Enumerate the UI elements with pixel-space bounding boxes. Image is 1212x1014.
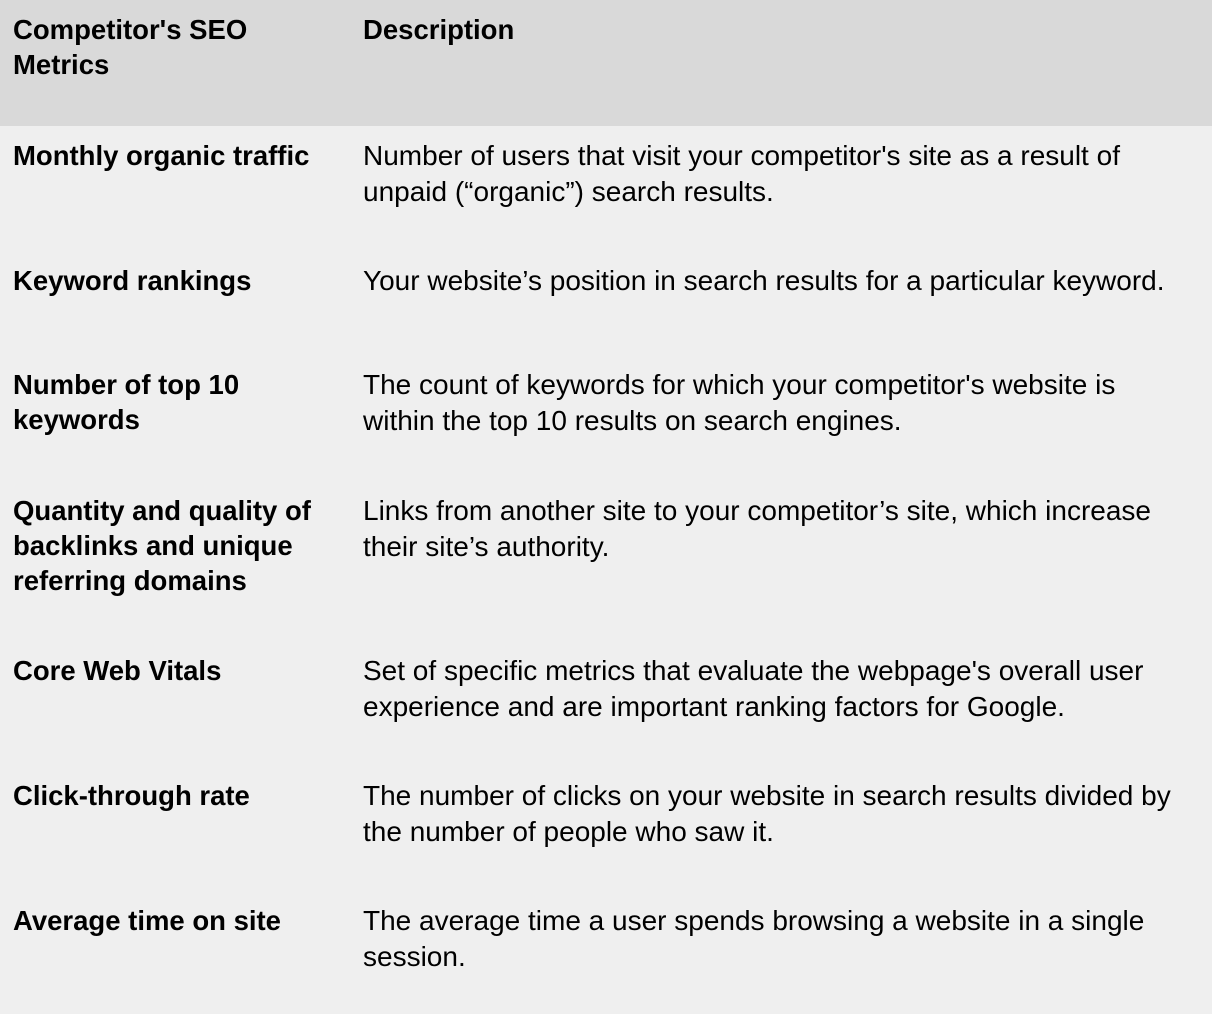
metric-cell: Core Web Vitals [13, 655, 222, 686]
metric-cell: Keyword rankings [13, 265, 252, 296]
table-header [0, 0, 1212, 126]
header-metric: Competitor's SEO Metrics [13, 14, 248, 80]
metric-cell: Quantity and quality of backlinks and unique referring domains [13, 495, 311, 596]
description-cell: The average time a user spends browsing a website in a single session. [363, 905, 1145, 972]
description-cell: Links from another site to your competitor’s site, which increase their site’s authority. [363, 495, 1151, 562]
description-cell: The number of clicks on your website in search results divided by the number of people who saw it. [363, 780, 1171, 847]
description-cell: Your website’s position in search results for a particular keyword. [363, 265, 1165, 296]
description-cell: Set of specific metrics that evaluate the webpage's overall user experience and are important ranking factors for Google. [363, 655, 1144, 722]
metric-cell: Click-through rate [13, 780, 250, 811]
description-cell: Number of users that visit your competitor's site as a result of unpaid (“organic”) search results. [363, 140, 1120, 207]
header-description: Description [363, 14, 515, 45]
metric-cell: Number of top 10 keywords [13, 369, 240, 435]
description-cell: The count of keywords for which your competitor's website is within the top 10 results on search engines. [363, 369, 1116, 436]
metric-cell: Monthly organic traffic [13, 140, 310, 171]
metric-cell: Average time on site [13, 905, 281, 936]
